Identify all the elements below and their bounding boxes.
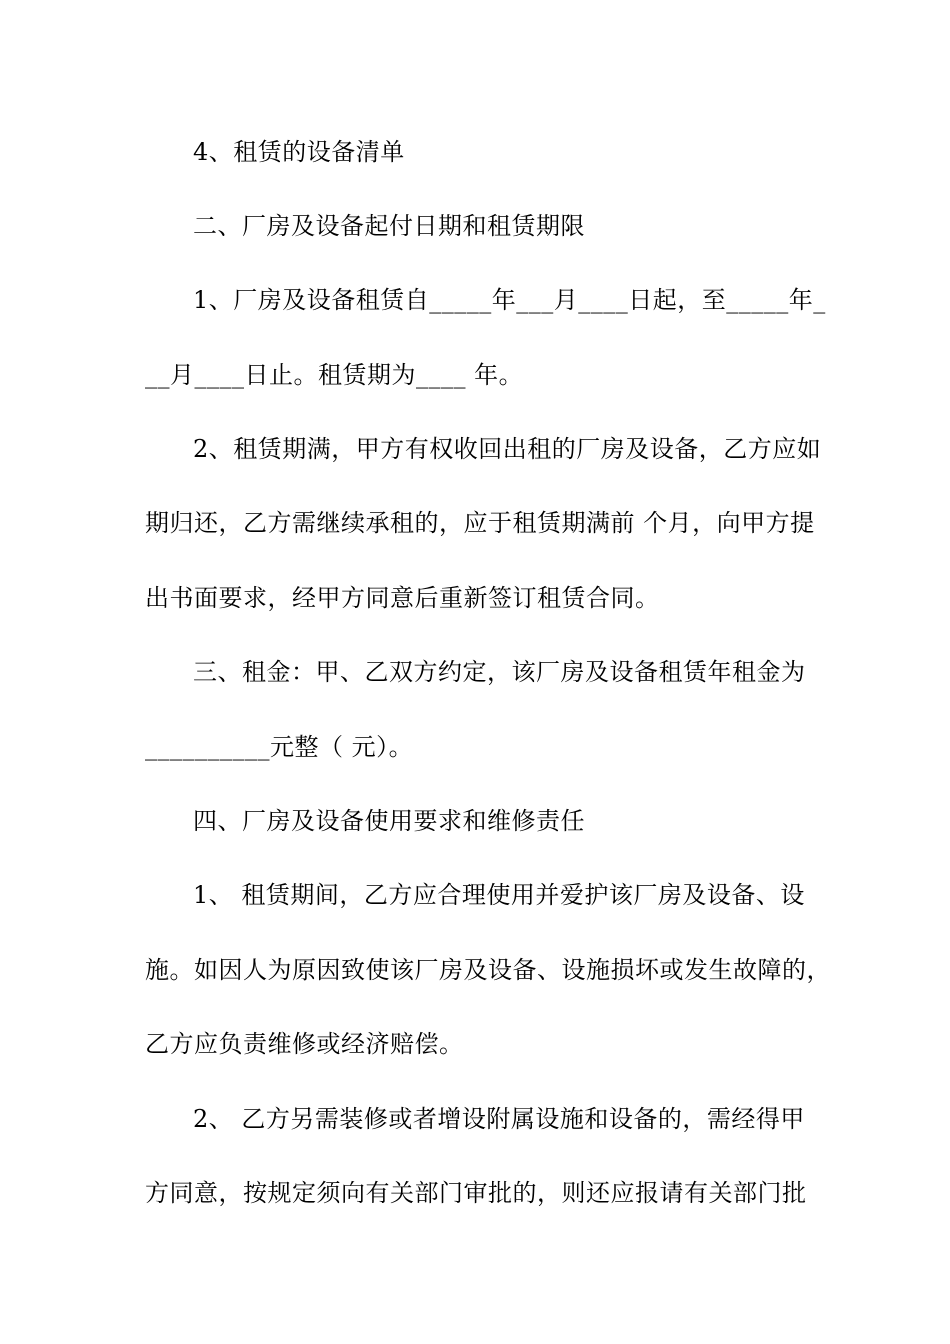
paragraph-line: 施。如因人为原因致使该厂房及设备、设施损坏或发生故障的， xyxy=(145,956,831,984)
paragraph-line: 1、厂房及设备租赁自_____年___月____日起，至_____年_ xyxy=(193,286,826,314)
list-item-equipment-list: 4、租赁的设备清单 xyxy=(193,138,405,166)
paragraph-line: 1、 租赁期间，乙方应合理使用并爱护该厂房及设备、设 xyxy=(193,881,805,909)
section-heading-rent: 三、租金：甲、乙双方约定，该厂房及设备租赁年租金为 xyxy=(193,658,806,686)
paragraph-line: 2、 乙方另需装修或者增设附属设施和设备的，需经得甲 xyxy=(193,1105,805,1133)
paragraph-line: 乙方应负责维修或经济赔偿。 xyxy=(145,1030,464,1058)
paragraph-line: 出书面要求，经甲方同意后重新签订租赁合同。 xyxy=(145,584,660,612)
section-heading-lease-term: 二、厂房及设备起付日期和租赁期限 xyxy=(193,212,585,240)
paragraph-line: 方同意，按规定须向有关部门审批的，则还应报请有关部门批 xyxy=(145,1179,807,1207)
paragraph-line: __________元整（ 元）。 xyxy=(145,733,414,761)
paragraph-line: __月____日止。租赁期为____ 年。 xyxy=(145,361,524,389)
paragraph-line: 期归还，乙方需继续承租的，应于租赁期满前 个月，向甲方提 xyxy=(145,509,815,537)
paragraph-line: 2、租赁期满，甲方有权收回出租的厂房及设备，乙方应如 xyxy=(193,435,822,463)
section-heading-usage-maintenance: 四、厂房及设备使用要求和维修责任 xyxy=(193,807,585,835)
